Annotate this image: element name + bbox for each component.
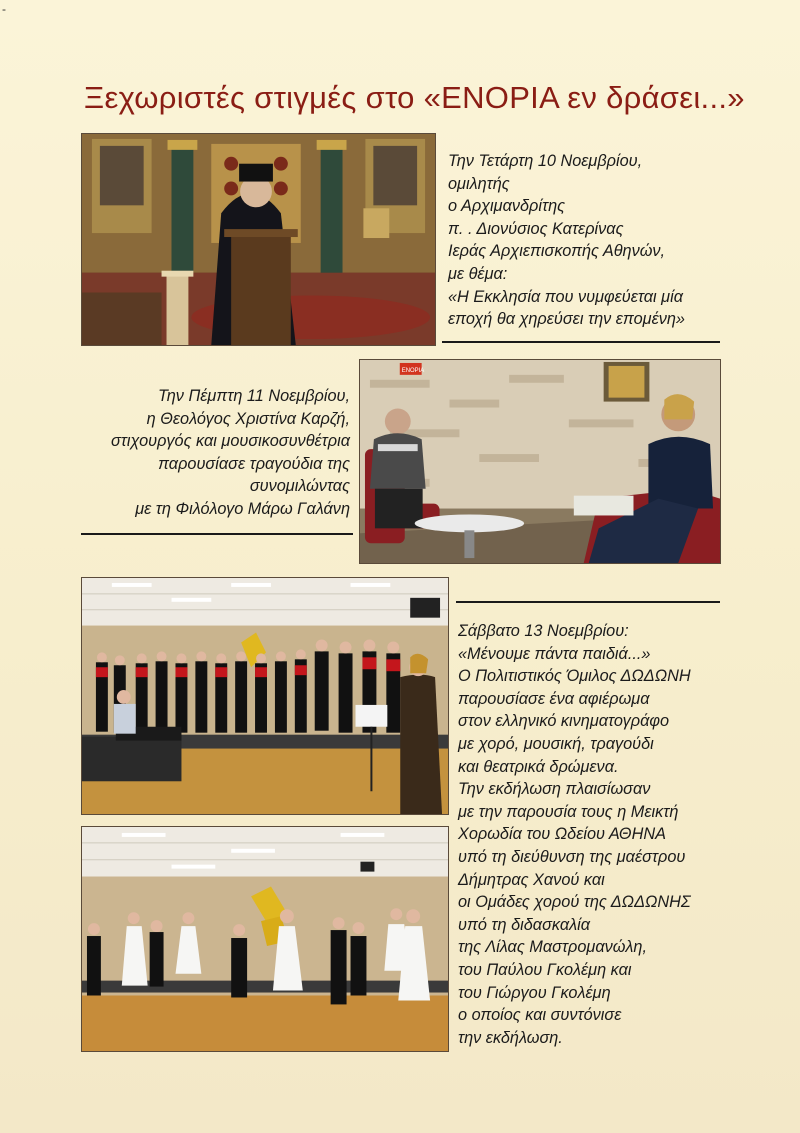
caption-line: Την Πέμπτη 11 Νοεμβρίου, bbox=[158, 387, 350, 405]
caption-line: με την παρουσία τους η Μεικτή bbox=[458, 802, 679, 821]
caption-line: του Γιώργου Γκολέμη bbox=[458, 983, 611, 1002]
caption-line: Ο Πολιτιστικός Όμιλος ΔΩΔΩΝΗ bbox=[458, 667, 691, 686]
caption-line: Την εκδήλωση πλαισίωσαν bbox=[458, 780, 651, 799]
caption-line: Την Τετάρτη 10 Νοεμβρίου, bbox=[448, 152, 643, 170]
caption-line: παρουσίασε ένα αφιέρωμα bbox=[458, 689, 650, 708]
caption-line: με χορό, μουσική, τραγούδι bbox=[458, 734, 654, 753]
caption-line: Ιεράς Αρχιεπισκοπής Αθηνών, bbox=[448, 242, 666, 261]
caption-line: Χορωδία του Ωδείου ΑΘΗΝΑ bbox=[458, 825, 666, 844]
caption-line: με θέμα: bbox=[448, 264, 508, 283]
caption-line: Δήμητρας Χανού και bbox=[458, 870, 605, 889]
section-divider bbox=[442, 341, 720, 343]
caption-line: οι Ομάδες χορού της ΔΩΔΩΝΗΣ bbox=[458, 893, 691, 912]
caption-line: «Μένουμε πάντα παιδιά...» bbox=[458, 644, 651, 663]
section-divider bbox=[456, 601, 720, 603]
section-divider bbox=[81, 533, 353, 535]
caption-line: ομιλητής bbox=[448, 174, 510, 193]
caption-line: η Θεολόγος Χριστίνα Καρζή, bbox=[146, 409, 350, 428]
photo-church-speaker bbox=[81, 133, 436, 346]
section-3-caption bbox=[458, 620, 691, 1049]
caption-line: ο Αρχιμανδρίτης bbox=[448, 197, 566, 216]
caption-line: και θεατρικά δρώμενα. bbox=[458, 757, 619, 776]
caption-line: στον ελληνικό κινηματογράφο bbox=[458, 712, 670, 731]
section-2-caption bbox=[84, 385, 350, 521]
sign-text: ΕΝΟΡΙΑ bbox=[401, 367, 425, 374]
caption-line: στιχουργός και μουσικοσυνθέτρια bbox=[110, 432, 350, 451]
caption-line: υπό τη διδασκαλία bbox=[458, 915, 591, 934]
caption-line: της Λίλας Μαστρομανώλη, bbox=[458, 938, 647, 957]
caption-line: εποχή θα χηρεύσει την επομένη» bbox=[448, 310, 685, 329]
photo-choir bbox=[81, 577, 449, 815]
caption-line: π. . Διονύσιος Κατερίνας bbox=[448, 219, 624, 238]
caption-line: Σάββατο 13 Νοεμβρίου: bbox=[458, 622, 629, 640]
section-1-caption bbox=[448, 150, 685, 331]
caption-line: «Η Εκκλησία που νυμφεύεται μία bbox=[448, 287, 683, 306]
caption-line: του Παύλου Γκολέμη και bbox=[458, 960, 632, 979]
caption-line: παρουσίασε τραγούδια της bbox=[158, 454, 350, 473]
photo-interview bbox=[359, 359, 721, 564]
page-mark: - bbox=[2, 2, 6, 16]
caption-line: συνομιλώντας bbox=[249, 477, 350, 496]
caption-line: υπό τη διεύθυνση της μαέστρου bbox=[458, 847, 686, 866]
page-title: Ξεχωριστές στιγμές στο «ΕΝΟΡΙΑ εν δράσει...» bbox=[84, 80, 745, 115]
photo-dancers bbox=[81, 826, 449, 1052]
caption-line: ο οποίος και συντόνισε bbox=[458, 1006, 622, 1025]
caption-line: την εκδήλωση. bbox=[458, 1028, 563, 1047]
caption-line: με τη Φιλόλογο Μάρω Γαλάνη bbox=[135, 499, 350, 518]
